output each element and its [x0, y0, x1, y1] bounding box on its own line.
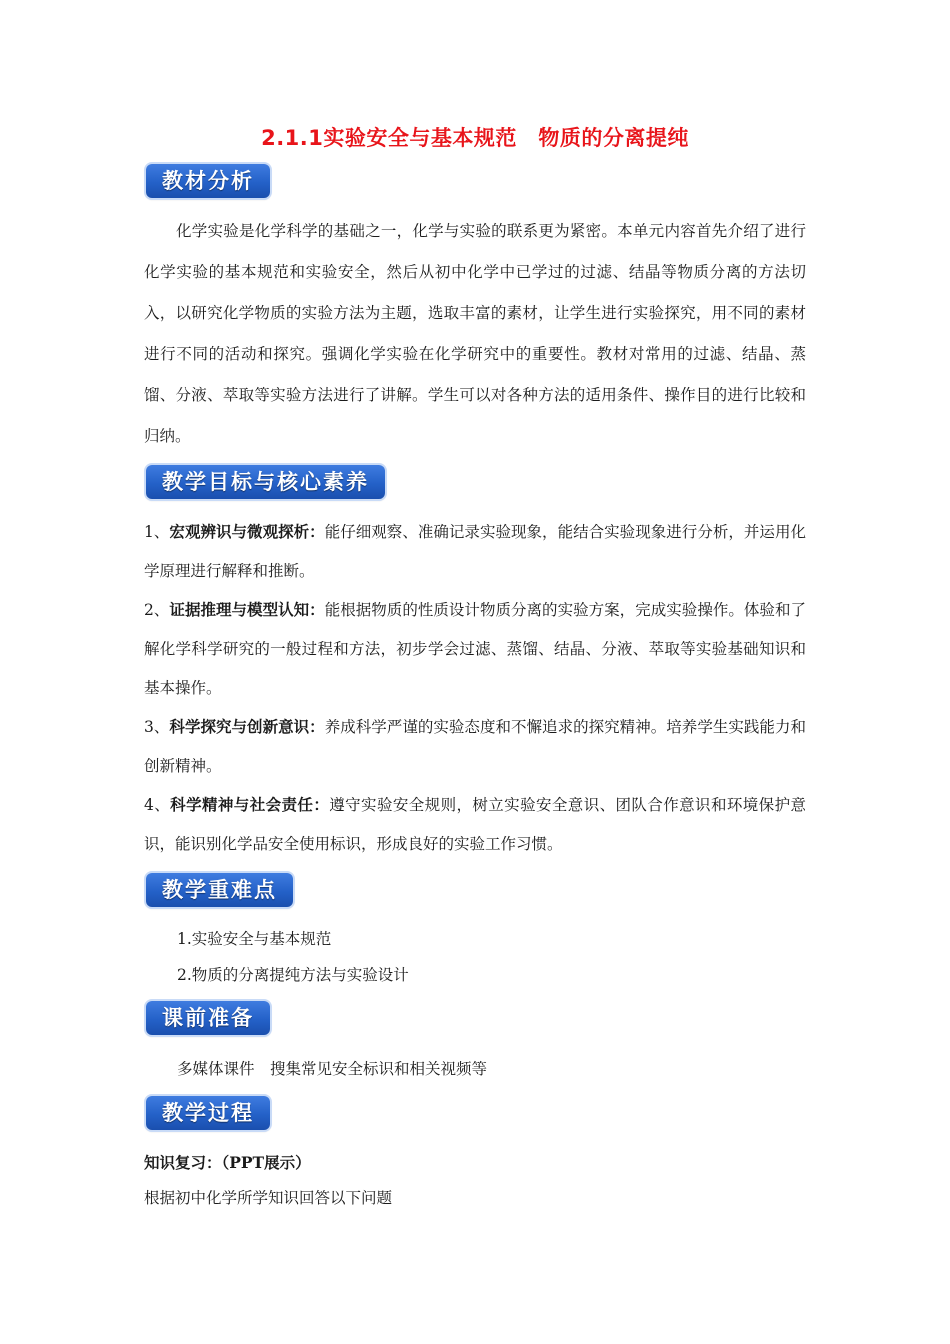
goal-label: 科学精神与社会责任：: [170, 795, 330, 814]
review-label: 知识复习：（PPT展示）: [144, 1153, 311, 1172]
section-heading-analysis: 教材分析: [146, 164, 270, 198]
prep-text: 多媒体课件 搜集常见安全标识和相关视频等: [177, 1060, 488, 1078]
goal-number: 4、: [144, 796, 171, 814]
section-heading-goals: 教学目标与核心素养: [146, 465, 385, 499]
goal-number: 2、: [144, 601, 170, 619]
goal-item-3: [144, 707, 806, 786]
goal-text: 能根据物质的性质设计物质分离的实验方案，完成实验操作。体验和了解化学科学研究的一般过程和方法，初步学会过滤、蒸馏、结晶、分液、萃取等实验基础知识和基本操作。: [144, 601, 806, 697]
goal-label: 宏观辨识与微观探析：: [169, 522, 325, 541]
goal-text: 遵守实验安全规则，树立实验安全意识、团队合作意识和环境保护意识，能识别化学品安全使用标识，形成良好的实验工作习惯。: [144, 796, 806, 853]
goal-text: 养成科学严谨的实验态度和不懈追求的探究精神。培养学生实践能力和创新精神。: [144, 718, 806, 775]
goal-number: 1、: [144, 523, 170, 541]
section-heading-prep: 课前准备: [146, 1001, 270, 1035]
keypoint-item-2: 2.物质的分离提纯方法与实验设计: [177, 966, 409, 984]
goal-text: 能仔细观察、准确记录实验现象，能结合实验现象进行分析，并运用化学原理进行解释和推断。: [144, 523, 806, 580]
section-heading-process: 教学过程: [146, 1096, 270, 1130]
goal-item-2: [144, 590, 806, 708]
goal-item-4: [144, 785, 806, 864]
goal-item-1: [144, 512, 806, 591]
section-heading-keypoints: 教学重难点: [146, 873, 293, 907]
goal-label: 证据推理与模型认知：: [169, 600, 325, 619]
goal-number: 3、: [144, 718, 170, 736]
goal-label: 科学探究与创新意识：: [169, 717, 325, 736]
keypoint-item-1: 1.实验安全与基本规范: [177, 930, 332, 948]
analysis-paragraph: 化学实验是化学科学的基础之一，化学与实验的联系更为紧密。本单元内容首先介绍了进行化学实验的基本规范和实验安全，然后从初中化学中已学过的过滤、结晶等物质分离的方法切入，以研究化学物质的实验方法为主题，选取丰富的素材，让学生进行实验探究，用不同的素材进行不同的活动和探究。强调化学实验在化学研究中的重要性。教材对常用的过滤、结晶、蒸馏、分液、萃取等实验方法进行了讲解。学生可以对各种方法的适用条件、操作目的进行比较和归纳。: [144, 222, 806, 445]
review-text: 根据初中化学所学知识回答以下问题: [144, 1189, 393, 1207]
document-title: 2.1.1实验安全与基本规范 物质的分离提纯: [261, 126, 689, 150]
